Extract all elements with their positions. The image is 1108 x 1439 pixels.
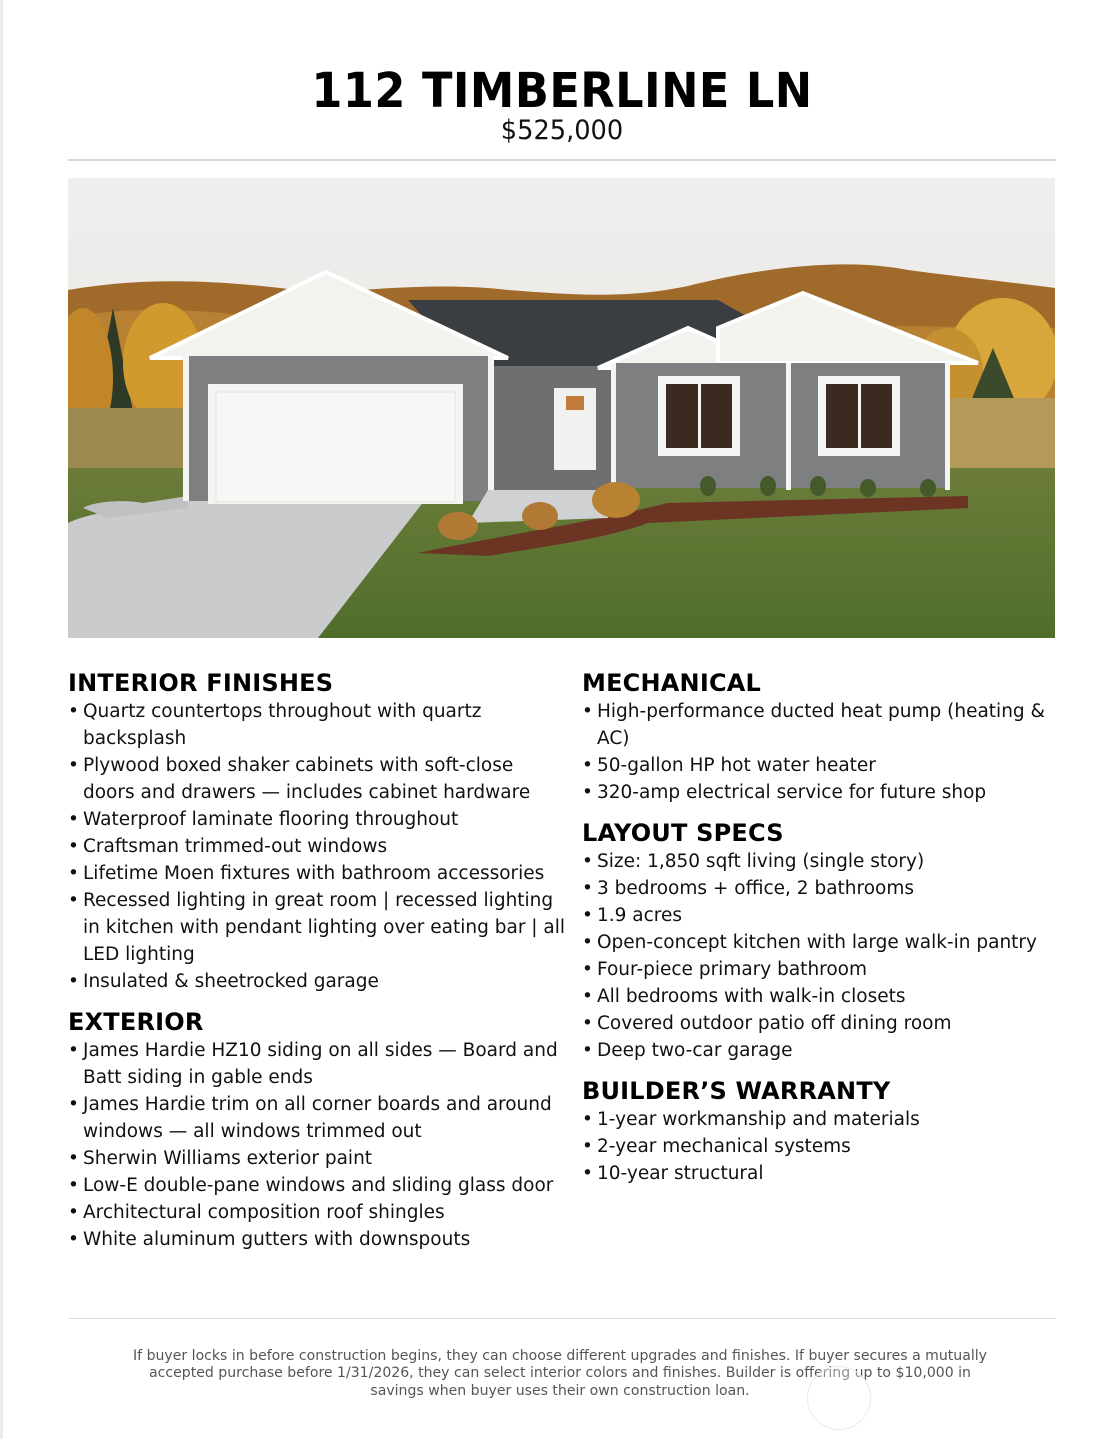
list-item: • Plywood boxed shaker cabinets with soft-close doors and drawers — includes cabinet hardware	[68, 752, 568, 806]
page-edge	[0, 0, 3, 1439]
footer-divider	[68, 1318, 1056, 1319]
layout-specs-section	[582, 818, 1082, 1064]
list-item: • Insulated & sheetrocked garage	[68, 968, 568, 995]
list-item: • 3 bedrooms + office, 2 bathrooms	[582, 875, 1082, 902]
list-item: • Craftsman trimmed-out windows	[68, 833, 568, 860]
property-price: $525,000	[500, 115, 624, 146]
listing-header	[68, 62, 1056, 146]
list-item: • Low-E double-pane windows and sliding glass door	[68, 1172, 568, 1199]
list-item: • 50-gallon HP hot water heater	[582, 752, 1082, 779]
list-item: • 2-year mechanical systems	[582, 1133, 1082, 1160]
footer-disclaimer: If buyer locks in before construction begins, they can choose different upgrades and finishes. If buyer secures a mutually accepted purchase before 1/31/2026, they can select interior colors and finishes. Builder is offering up to $10,000 in savings when buyer uses their own construction loan.	[133, 1347, 987, 1399]
section-title-interior: INTERIOR FINISHES	[68, 669, 334, 697]
exterior-section	[68, 1007, 568, 1253]
list-item: • Sherwin Williams exterior paint	[68, 1145, 568, 1172]
list-item: • High-performance ducted heat pump (heating & AC)	[582, 698, 1082, 752]
list-item: • Lifetime Moen fixtures with bathroom accessories	[68, 860, 568, 887]
right-column	[582, 668, 1082, 1199]
interior-finishes-section	[68, 668, 568, 995]
exterior-list	[68, 1037, 568, 1253]
section-title-mechanical: MECHANICAL	[582, 669, 762, 697]
list-item: • Open-concept kitchen with large walk-in pantry	[582, 929, 1082, 956]
list-item: • Waterproof laminate flooring throughout	[68, 806, 568, 833]
list-item: • James Hardie trim on all corner boards and around windows — all windows trimmed out	[68, 1091, 568, 1145]
left-column	[68, 668, 568, 1265]
list-item: • All bedrooms with walk-in closets	[582, 983, 1082, 1010]
mechanical-list	[582, 698, 1082, 806]
layout-specs-list	[582, 848, 1082, 1064]
section-title-exterior: EXTERIOR	[68, 1008, 204, 1036]
list-item: • Recessed lighting in great room | recessed lighting in kitchen with pendant lighting over eating bar | all LED lighting	[68, 887, 568, 968]
list-item: • 10-year structural	[582, 1160, 1082, 1187]
builders-warranty-section	[582, 1076, 1082, 1187]
list-item: • Covered outdoor patio off dining room	[582, 1010, 1082, 1037]
interior-finishes-list	[68, 698, 568, 995]
warranty-list	[582, 1106, 1082, 1187]
section-title-layout: LAYOUT SPECS	[582, 819, 784, 847]
list-item: • 1.9 acres	[582, 902, 1082, 929]
list-item: • James Hardie HZ10 siding on all sides — Board and Batt siding in gable ends	[68, 1037, 568, 1091]
list-item: • Deep two-car garage	[582, 1037, 1082, 1064]
list-item: • 320-amp electrical service for future shop	[582, 779, 1082, 806]
property-photo	[68, 178, 1055, 638]
list-item: • 1-year workmanship and materials	[582, 1106, 1082, 1133]
header-divider	[68, 159, 1056, 161]
list-item: • Architectural composition roof shingles	[68, 1199, 568, 1226]
mechanical-section	[582, 668, 1082, 806]
property-address: 112 TIMBERLINE LN	[311, 63, 813, 119]
list-item: • Size: 1,850 sqft living (single story)	[582, 848, 1082, 875]
list-item: • Quartz countertops throughout with quartz backsplash	[68, 698, 568, 752]
section-title-warranty: BUILDER’S WARRANTY	[582, 1077, 891, 1105]
list-item: • White aluminum gutters with downspouts	[68, 1226, 568, 1253]
list-item: • Four-piece primary bathroom	[582, 956, 1082, 983]
floating-circle-overlay[interactable]	[807, 1366, 871, 1430]
